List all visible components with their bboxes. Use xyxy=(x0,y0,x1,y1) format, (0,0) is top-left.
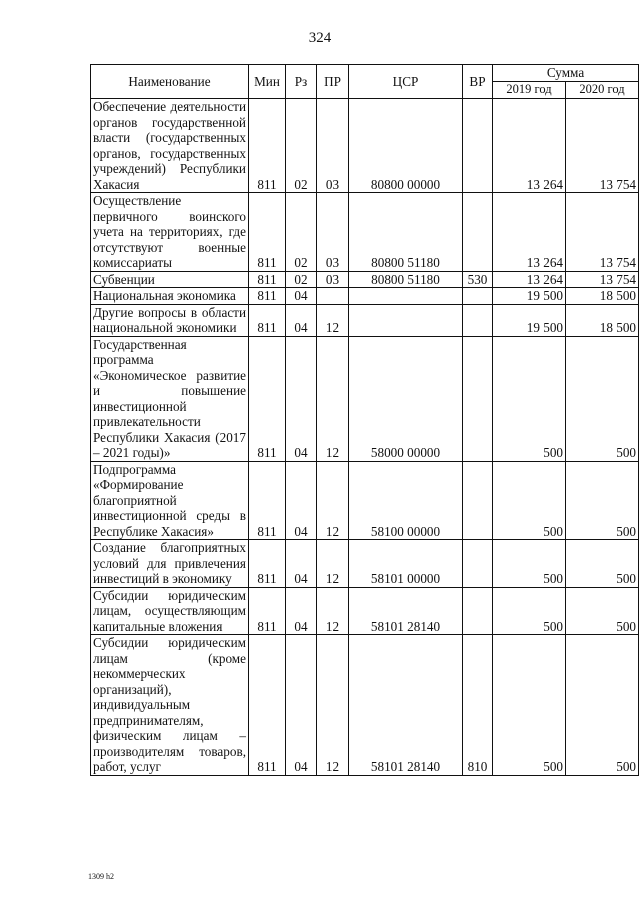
cell-name: Обеспечение деятельности органов государственной власти (государственных органов, государственных учреждений) Республики Хакасия xyxy=(91,99,249,193)
header-sum: Сумма xyxy=(493,65,639,82)
cell-vr xyxy=(463,193,493,272)
cell-pr: 03 xyxy=(317,99,349,193)
cell-y2020: 500 xyxy=(566,461,639,540)
table-row xyxy=(91,304,639,336)
header-vr: ВР xyxy=(463,65,493,99)
table-row xyxy=(91,288,639,305)
cell-csr: 80800 51180 xyxy=(349,193,463,272)
cell-csr: 58100 00000 xyxy=(349,461,463,540)
cell-y2020: 13 754 xyxy=(566,271,639,288)
cell-name: Субвенции xyxy=(91,271,249,288)
footer-code: 1309 h2 xyxy=(88,872,114,881)
cell-min: 811 xyxy=(249,193,286,272)
header-csr: ЦСР xyxy=(349,65,463,99)
cell-y2019: 500 xyxy=(493,461,566,540)
cell-name: Субсидии юридическим лицам (кроме некоммерческих организаций), индивидуальным предпринимателям, физическим лицам – производителям товаров, работ, услуг xyxy=(91,635,249,776)
cell-vr xyxy=(463,336,493,461)
cell-csr: 80800 00000 xyxy=(349,99,463,193)
cell-vr xyxy=(463,288,493,305)
table-row xyxy=(91,461,639,540)
cell-y2020: 13 754 xyxy=(566,99,639,193)
cell-y2019: 19 500 xyxy=(493,288,566,305)
cell-vr xyxy=(463,99,493,193)
cell-rz: 04 xyxy=(286,635,317,776)
cell-y2019: 19 500 xyxy=(493,304,566,336)
cell-y2019: 13 264 xyxy=(493,271,566,288)
page-number: 324 xyxy=(308,30,332,46)
cell-min: 811 xyxy=(249,587,286,635)
header-rz: Рз xyxy=(286,65,317,99)
cell-vr: 530 xyxy=(463,271,493,288)
cell-pr: 12 xyxy=(317,587,349,635)
cell-min: 811 xyxy=(249,336,286,461)
table-row xyxy=(91,635,639,776)
table-row xyxy=(91,271,639,288)
cell-vr xyxy=(463,540,493,588)
cell-rz: 04 xyxy=(286,461,317,540)
cell-csr: 80800 51180 xyxy=(349,271,463,288)
cell-y2020: 500 xyxy=(566,635,639,776)
cell-vr xyxy=(463,587,493,635)
header-name: Наименование xyxy=(91,65,249,99)
cell-min: 811 xyxy=(249,288,286,305)
cell-pr: 12 xyxy=(317,304,349,336)
cell-y2020: 18 500 xyxy=(566,304,639,336)
header-year-2020: 2020 год xyxy=(566,82,639,99)
table-row xyxy=(91,540,639,588)
cell-rz: 02 xyxy=(286,193,317,272)
cell-y2020: 500 xyxy=(566,336,639,461)
cell-name: Создание благоприятных условий для привлечения инвестиций в экономику xyxy=(91,540,249,588)
cell-y2020: 500 xyxy=(566,587,639,635)
cell-pr: 12 xyxy=(317,540,349,588)
cell-y2020: 13 754 xyxy=(566,193,639,272)
header-min: Мин xyxy=(249,65,286,99)
cell-min: 811 xyxy=(249,540,286,588)
cell-rz: 04 xyxy=(286,304,317,336)
table-row xyxy=(91,99,639,193)
cell-y2020: 18 500 xyxy=(566,288,639,305)
cell-rz: 02 xyxy=(286,271,317,288)
cell-name: Осуществление первичного воинского учета на территориях, где отсутствуют военные комиссариаты xyxy=(91,193,249,272)
cell-vr xyxy=(463,461,493,540)
header-pr: ПР xyxy=(317,65,349,99)
cell-pr: 12 xyxy=(317,461,349,540)
cell-rz: 04 xyxy=(286,587,317,635)
cell-csr: 58101 00000 xyxy=(349,540,463,588)
cell-name: Другие вопросы в области национальной экономики xyxy=(91,304,249,336)
cell-csr: 58000 00000 xyxy=(349,336,463,461)
cell-min: 811 xyxy=(249,99,286,193)
cell-vr xyxy=(463,304,493,336)
cell-y2019: 500 xyxy=(493,587,566,635)
cell-csr xyxy=(349,288,463,305)
table-row xyxy=(91,193,639,272)
cell-min: 811 xyxy=(249,304,286,336)
cell-pr: 03 xyxy=(317,193,349,272)
cell-rz: 04 xyxy=(286,288,317,305)
cell-min: 811 xyxy=(249,635,286,776)
cell-y2019: 13 264 xyxy=(493,193,566,272)
cell-y2019: 500 xyxy=(493,635,566,776)
cell-csr: 58101 28140 xyxy=(349,635,463,776)
cell-min: 811 xyxy=(249,271,286,288)
cell-y2019: 500 xyxy=(493,336,566,461)
table-body xyxy=(91,99,639,776)
cell-name: Государственная программа «Экономическое развитие и повышение инвестиционной привлекательности Республики Хакасия (2017 – 2021 годы)» xyxy=(91,336,249,461)
cell-pr: 03 xyxy=(317,271,349,288)
table-row xyxy=(91,587,639,635)
cell-min: 811 xyxy=(249,461,286,540)
cell-csr: 58101 28140 xyxy=(349,587,463,635)
table-row xyxy=(91,336,639,461)
cell-y2019: 500 xyxy=(493,540,566,588)
cell-csr xyxy=(349,304,463,336)
cell-y2020: 500 xyxy=(566,540,639,588)
header-year-2019: 2019 год xyxy=(493,82,566,99)
cell-y2019: 13 264 xyxy=(493,99,566,193)
cell-pr: 12 xyxy=(317,336,349,461)
cell-name: Подпрограмма «Формирование благоприятной инвестиционной среды в Республике Хакасия» xyxy=(91,461,249,540)
cell-name: Национальная экономика xyxy=(91,288,249,305)
budget-table xyxy=(90,64,639,776)
cell-rz: 04 xyxy=(286,336,317,461)
cell-rz: 02 xyxy=(286,99,317,193)
cell-name: Субсидии юридическим лицам, осуществляющим капитальные вложения xyxy=(91,587,249,635)
cell-rz: 04 xyxy=(286,540,317,588)
cell-vr: 810 xyxy=(463,635,493,776)
cell-pr xyxy=(317,288,349,305)
cell-pr: 12 xyxy=(317,635,349,776)
